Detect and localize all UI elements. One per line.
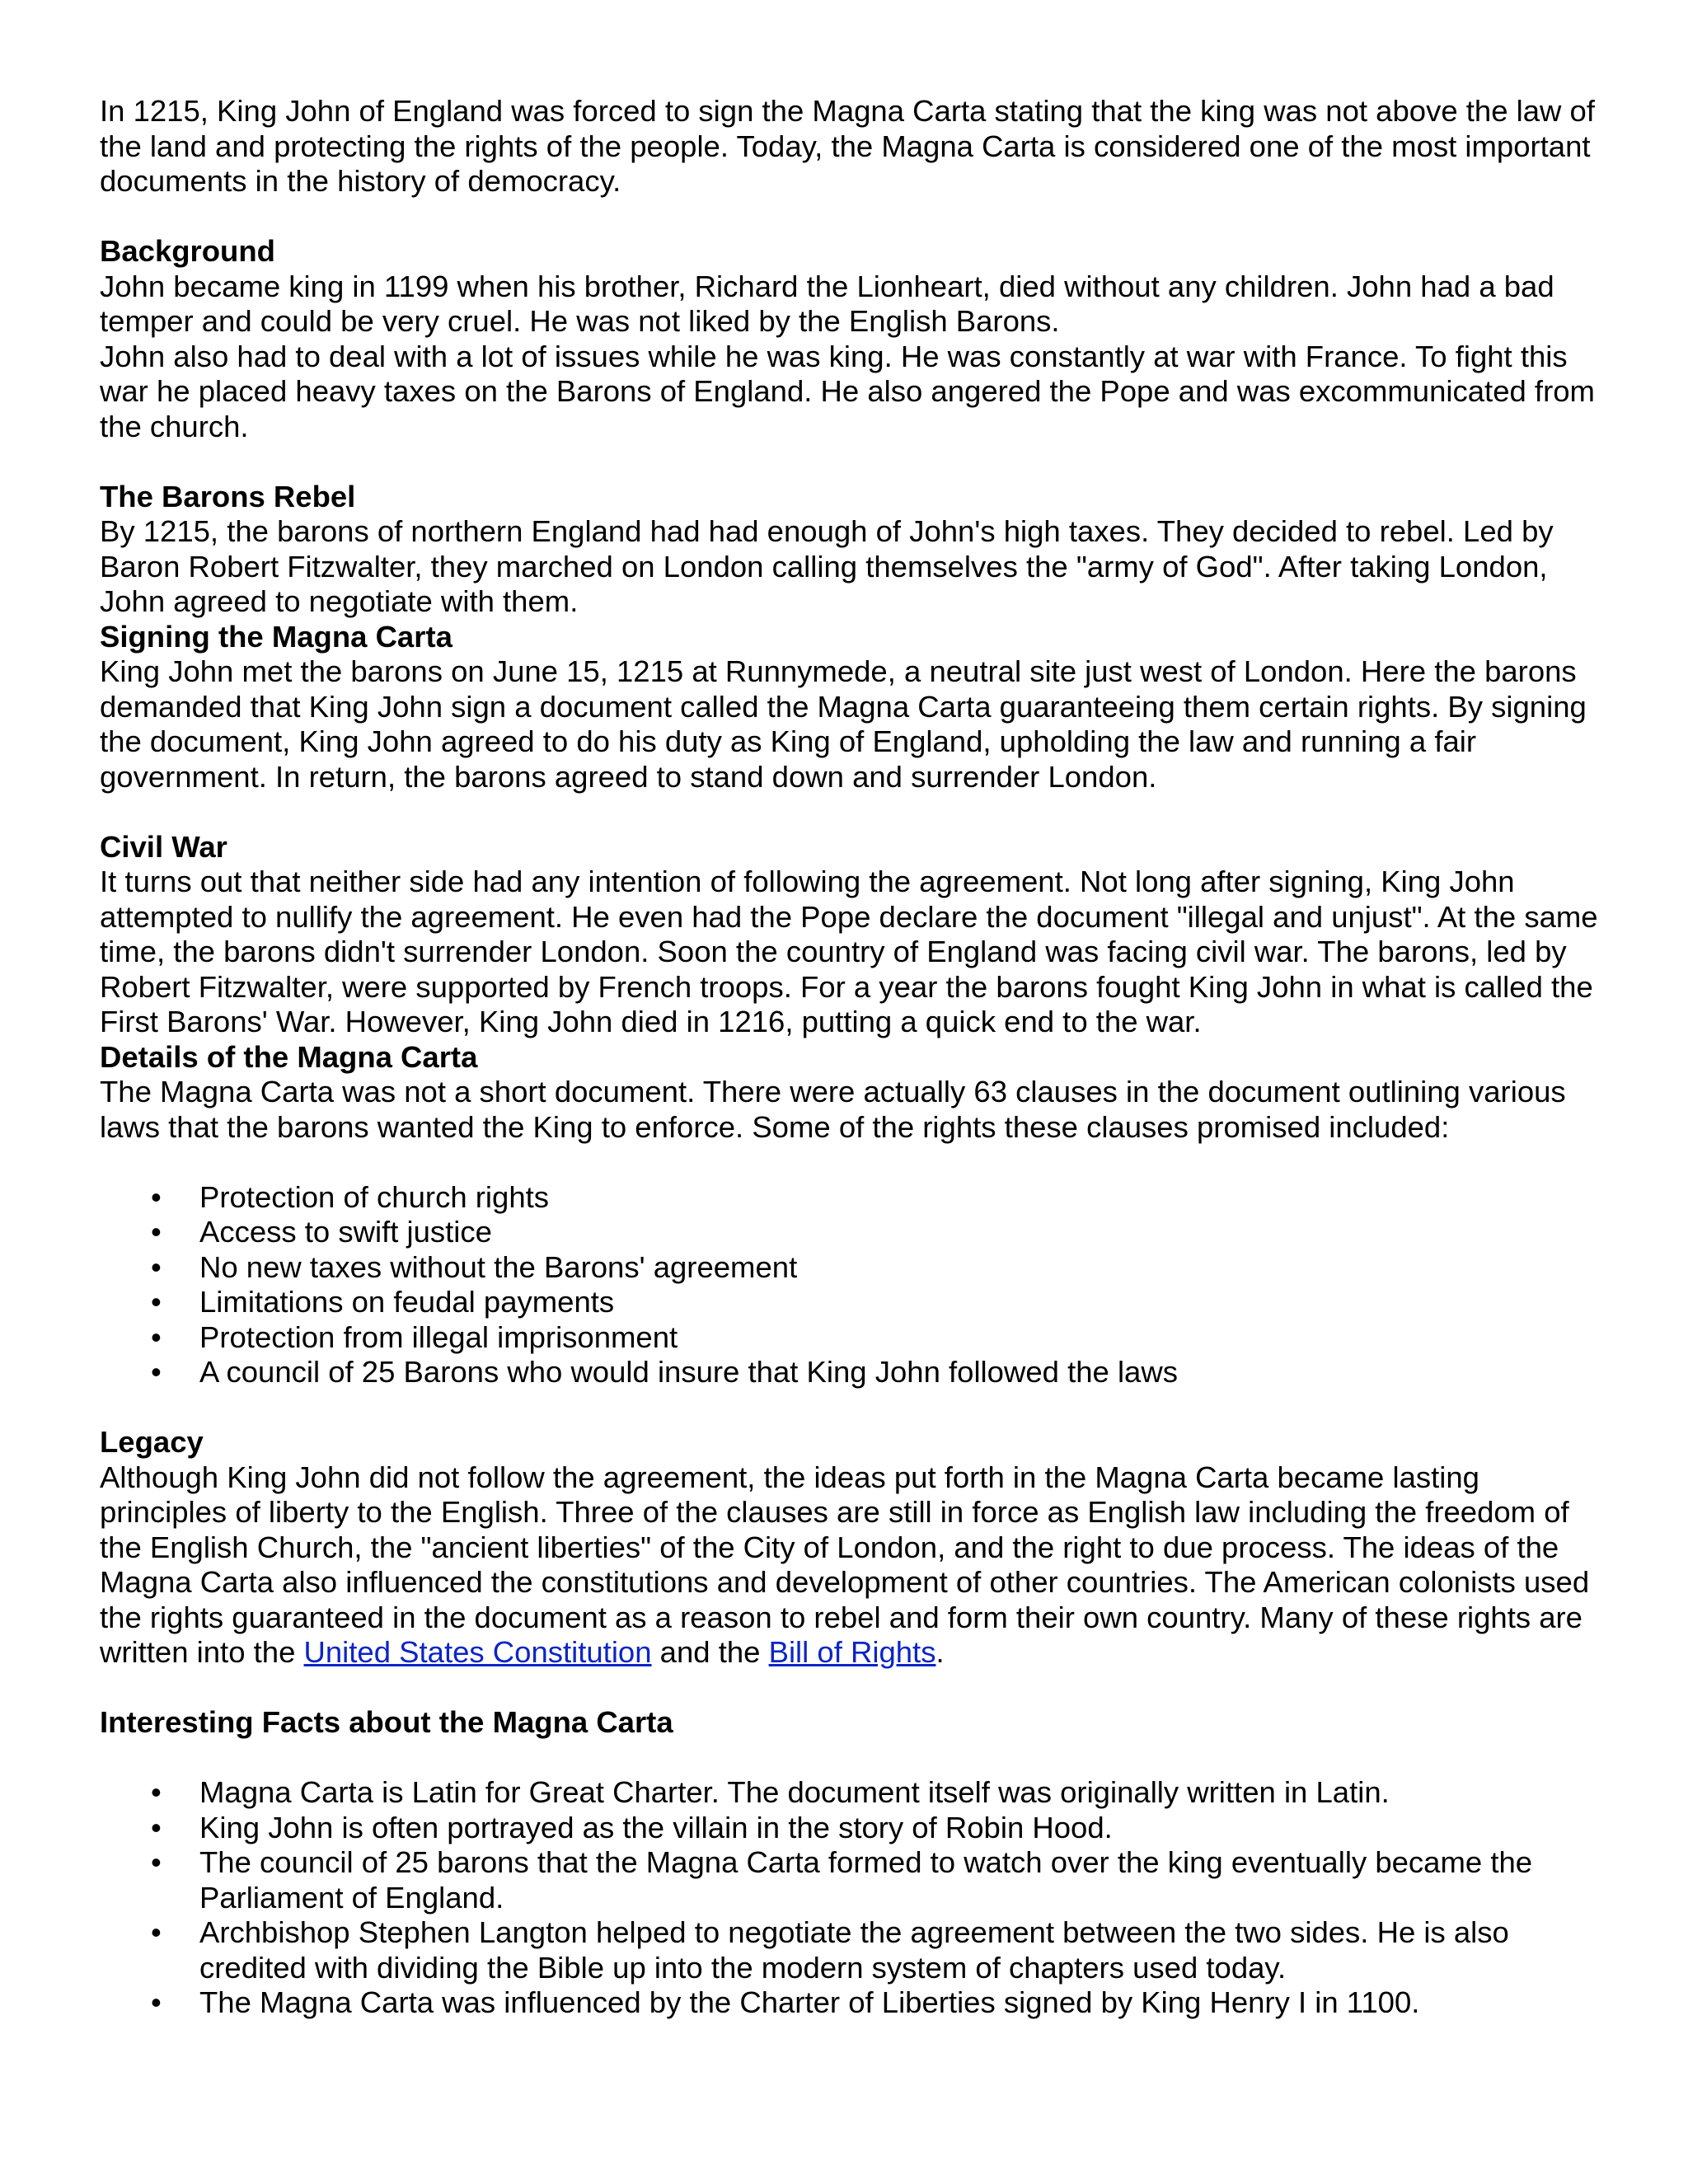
signing-paragraph: King John met the barons on June 15, 1215 at Runnymede, a neutral site just west of London. Here the barons demanded that King John sign a document called the Magna Carta guaranteeing them certain rights. By signing the document, King John agreed to do his duty as King of England, upholding the law and running a fair government. In return, the barons agreed to stand down and surrender London. bbox=[100, 654, 1587, 794]
bill-of-rights-link[interactable]: Bill of Rights bbox=[768, 1635, 936, 1669]
facts-heading: Interesting Facts about the Magna Carta bbox=[100, 1705, 673, 1739]
list-item bbox=[100, 1845, 1608, 1915]
legacy-text-middle: and the bbox=[651, 1635, 769, 1669]
signing-heading: Signing the Magna Carta bbox=[100, 619, 452, 654]
barons-rebel-heading: The Barons Rebel bbox=[100, 479, 356, 513]
list-item-text: Limitations on feudal payments bbox=[199, 1285, 615, 1319]
civil-war-paragraph: It turns out that neither side had any intention of following the agreement. Not long after signing, King John attempted to nullify the agreement. He even had the Pope declare the document "illegal and unjust". At the same time, the barons didn't surrender London. Soon the country of England was facing civil war. The barons, led by Robert Fitzwalter, were supported by French troops. For a year the barons fought King John in what is called the First Barons' War. However, King John died in 1216, putting a quick end to the war. bbox=[100, 865, 1598, 1038]
us-constitution-link[interactable]: United States Constitution bbox=[303, 1635, 652, 1669]
bullet-icon: • bbox=[151, 1319, 162, 1354]
background-heading: Background bbox=[100, 234, 275, 268]
list-item bbox=[100, 1215, 1608, 1250]
rights-list bbox=[100, 1180, 1608, 1390]
spacer bbox=[100, 794, 1608, 830]
barons-rebel-paragraph: By 1215, the barons of northern England had had enough of John's high taxes. They decided to rebel. Led by Baron Robert Fitzwalter, they marched on London calling themselves the "army of God". After taking London, John agreed to negotiate with them. bbox=[100, 514, 1554, 618]
bullet-icon: • bbox=[151, 1845, 162, 1879]
intro-paragraph: In 1215, King John of England was forced to sign the Magna Carta stating that the king was not above the law of the land and protecting the rights of the people. Today, the Magna Carta is considered one of the most important documents in the history of democracy. bbox=[100, 94, 1595, 198]
spacer bbox=[100, 1671, 1608, 1706]
list-item-text: Protection of church rights bbox=[199, 1179, 550, 1214]
list-item bbox=[100, 1915, 1608, 1985]
bullet-icon: • bbox=[151, 1179, 162, 1214]
spacer bbox=[100, 1145, 1608, 1180]
details-paragraph: The Magna Carta was not a short document. There were actually 63 clauses in the document outlining various laws that the barons wanted the King to enforce. Some of the rights these clauses promised included: bbox=[100, 1075, 1566, 1144]
list-item-text: Archbishop Stephen Langton helped to negotiate the agreement between the two sides. He is also credited with dividing the Bible up into the modern system of chapters used today. bbox=[199, 1915, 1509, 1985]
bullet-icon: • bbox=[151, 1775, 162, 1809]
list-item bbox=[100, 1250, 1608, 1286]
bullet-icon: • bbox=[151, 1810, 162, 1844]
list-item-text: Access to swift justice bbox=[199, 1215, 492, 1249]
bullet-icon: • bbox=[151, 1355, 162, 1389]
list-item-text: A council of 25 Barons who would insure that King John followed the laws bbox=[199, 1355, 1178, 1389]
list-item bbox=[100, 1985, 1608, 2021]
list-item bbox=[100, 1285, 1608, 1320]
facts-list bbox=[100, 1775, 1608, 2021]
spacer bbox=[100, 199, 1608, 235]
legacy-paragraph bbox=[100, 1460, 1608, 1671]
list-item bbox=[100, 1320, 1608, 1356]
background-paragraph-1: John became king in 1199 when his brother, Richard the Lionheart, died without any children. John had a bad temper and could be very cruel. He was not liked by the English Barons. bbox=[100, 269, 1554, 338]
list-item-text: Protection from illegal imprisonment bbox=[199, 1319, 678, 1354]
list-item-text: King John is often portrayed as the villain in the story of Robin Hood. bbox=[199, 1810, 1113, 1844]
list-item bbox=[100, 1775, 1608, 1811]
civil-war-heading: Civil War bbox=[100, 829, 227, 864]
list-item bbox=[100, 1811, 1608, 1846]
background-paragraph-2: John also had to deal with a lot of issues while he was king. He was constantly at war with France. To fight this war he placed heavy taxes on the Barons of England. He also angered the Pope and was excommunicated from the church. bbox=[100, 339, 1595, 443]
spacer bbox=[100, 1390, 1608, 1426]
bullet-icon: • bbox=[151, 1285, 162, 1319]
bullet-icon: • bbox=[151, 1915, 162, 1949]
spacer bbox=[100, 1741, 1608, 1776]
legacy-text-after: . bbox=[935, 1635, 945, 1669]
bullet-icon: • bbox=[151, 1249, 162, 1284]
list-item-text: No new taxes without the Barons' agreement bbox=[199, 1249, 798, 1284]
bullet-icon: • bbox=[151, 1985, 162, 2019]
list-item-text: The Magna Carta was influenced by the Charter of Liberties signed by King Henry I in 1100. bbox=[199, 1985, 1420, 2019]
list-item bbox=[100, 1180, 1608, 1216]
list-item-text: Magna Carta is Latin for Great Charter. The document itself was originally written in Latin. bbox=[199, 1775, 1390, 1809]
bullet-icon: • bbox=[151, 1215, 162, 1249]
details-heading: Details of the Magna Carta bbox=[100, 1039, 478, 1074]
legacy-text-before: Although King John did not follow the agreement, the ideas put forth in the Magna Carta became lasting principles of liberty to the English. Three of the clauses are still in force as English law including the freedom of the English Church, the "ancient liberties" of the City of London, and the right to due process. The ideas of the Magna Carta also influenced the constitutions and development of other countries. The American colonists used the rights guaranteed in the document as a reason to rebel and form their own country. Many of these rights are written into the bbox=[100, 1460, 1590, 1669]
spacer bbox=[100, 444, 1608, 480]
list-item-text: The council of 25 barons that the Magna Carta formed to watch over the king eventually became the Parliament of England. bbox=[199, 1845, 1533, 1915]
document-body bbox=[100, 94, 1608, 2021]
legacy-heading: Legacy bbox=[100, 1425, 204, 1459]
list-item bbox=[100, 1355, 1608, 1390]
